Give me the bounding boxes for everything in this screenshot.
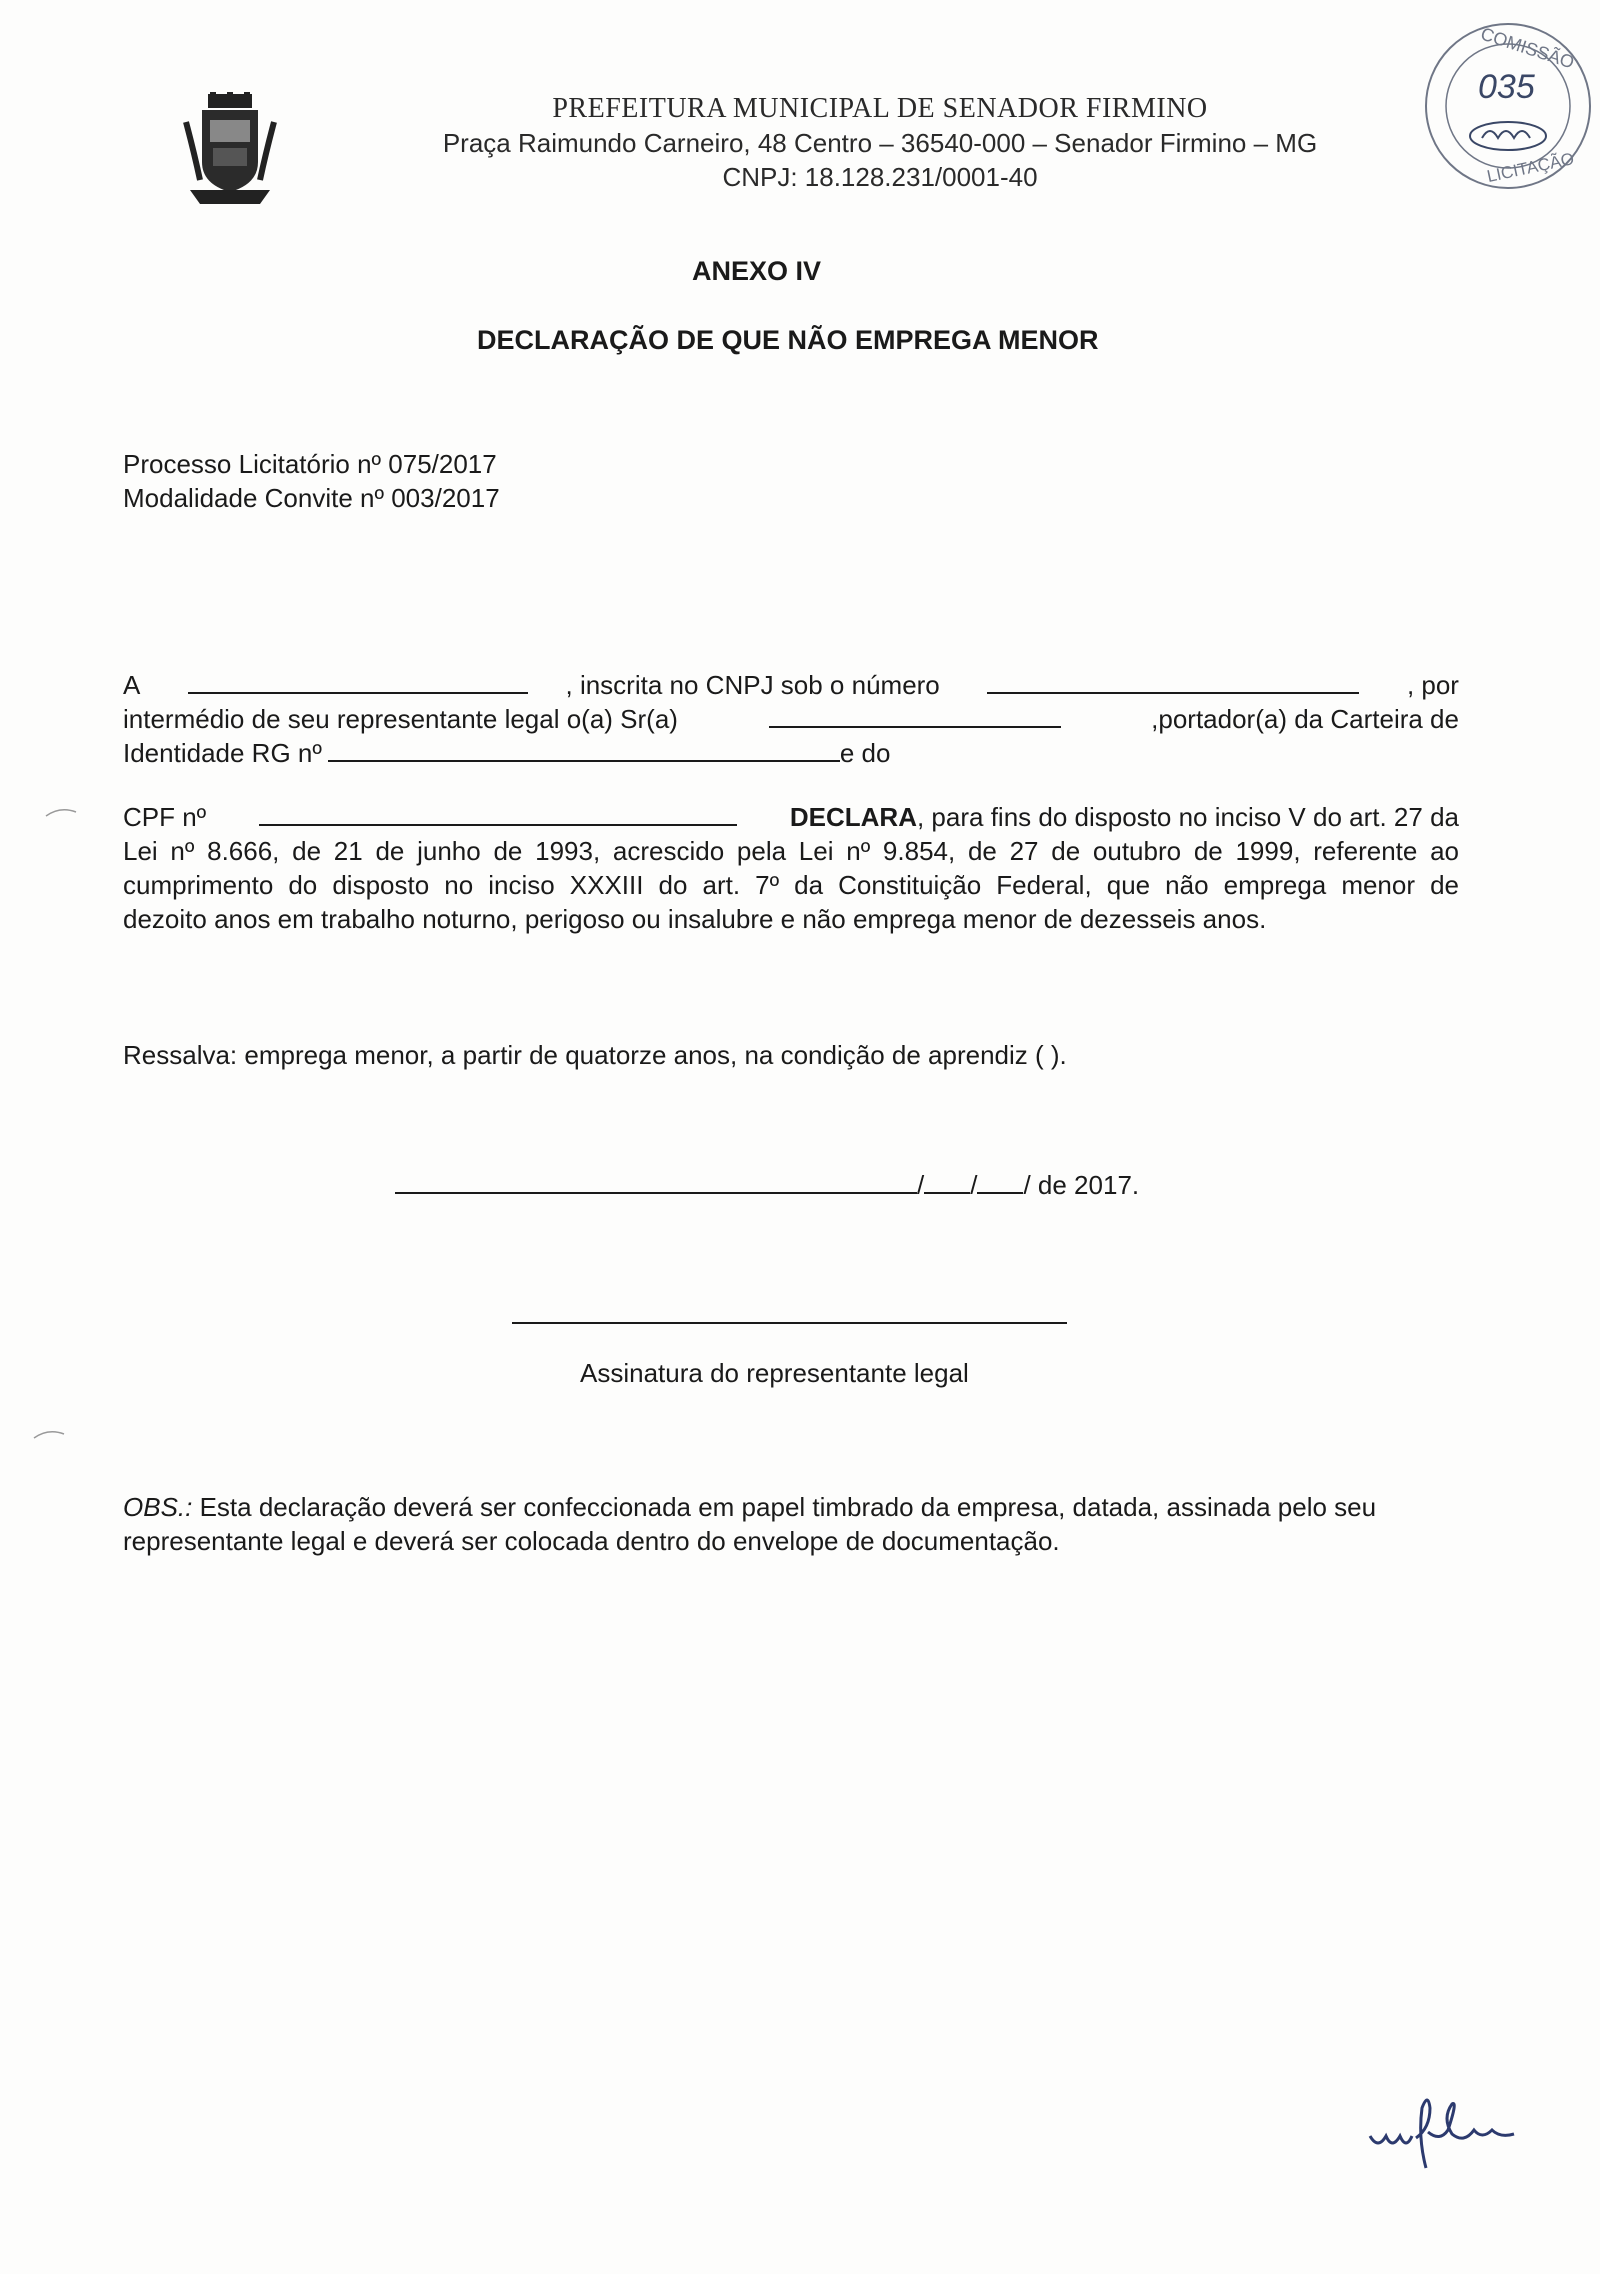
municipality-address: Praça Raimundo Carneiro, 48 Centro – 36540-000 – Senador Firmino – MG bbox=[442, 128, 1318, 158]
modality-number: Modalidade Convite nº 003/2017 bbox=[123, 483, 500, 513]
cnpj-field[interactable] bbox=[987, 690, 1359, 694]
representative-name-field[interactable] bbox=[769, 724, 1061, 728]
municipality-name: PREFEITURA MUNICIPAL DE SENADOR FIRMINO bbox=[552, 93, 1208, 124]
signature-line[interactable] bbox=[512, 1322, 1067, 1324]
svg-text:LICITAÇÃO: LICITAÇÃO bbox=[1485, 149, 1576, 187]
date-line: / / / de 2017. bbox=[395, 1170, 1139, 1201]
commission-stamp bbox=[1408, 18, 1598, 193]
process-info bbox=[123, 447, 500, 515]
city-field[interactable] bbox=[395, 1190, 917, 1194]
cpf-number-field[interactable] bbox=[259, 822, 737, 826]
svg-text:COMISSÃO: COMISSÃO bbox=[1478, 23, 1577, 73]
margin-mark bbox=[42, 802, 82, 822]
month-field[interactable] bbox=[977, 1190, 1023, 1194]
margin-mark bbox=[30, 1424, 70, 1444]
rg-number-field[interactable] bbox=[328, 758, 840, 762]
declaration-title: DECLARAÇÃO DE QUE NÃO EMPREGA MENOR bbox=[477, 325, 1099, 355]
declaration-text: CPF nº DECLARA, para fins do disposto no inciso V do art. 27 da Lei nº 8.666, de 21 de junho de 1993, acrescido pela Lei nº 9.854, de 27 de outubro de 1999, referente ao cumprimento do disposto no inciso XXXIII do art. 7º da Constituição Federal, que não emprega menor de dezoito anos em trabalho noturno, perigoso ou insalubre e não emprega menor de dezesseis anos. bbox=[123, 802, 1459, 934]
signature-label: Assinatura do representante legal bbox=[580, 1358, 969, 1388]
annex-label: ANEXO IV bbox=[692, 256, 822, 286]
municipality-cnpj: CNPJ: 18.128.231/0001-40 bbox=[722, 162, 1038, 192]
observation-note: OBS.: Esta declaração deverá ser confeccionada em papel timbrado da empresa, datada, assinada pelo seu representante legal e deverá ser colocada dentro do envelope de documentação. bbox=[123, 1492, 1377, 1556]
municipal-crest-icon bbox=[180, 92, 280, 210]
company-name-field[interactable] bbox=[188, 690, 528, 694]
letterhead bbox=[380, 92, 1380, 194]
process-number: Processo Licitatório nº 075/2017 bbox=[123, 449, 497, 479]
day-field[interactable] bbox=[924, 1190, 970, 1194]
svg-text:035: 035 bbox=[1478, 68, 1535, 106]
handwritten-rubric bbox=[1360, 2080, 1560, 2190]
declaration-identification: A , inscrita no CNPJ sob o número , por intermédio de seu representante legal o(a) Sr(a) ,portador(a) da Carteira de Identidade RG nº e do bbox=[123, 670, 1459, 768]
ressalva-text: Ressalva: emprega menor, a partir de quatorze anos, na condição de aprendiz ( ). bbox=[123, 1040, 1067, 1070]
